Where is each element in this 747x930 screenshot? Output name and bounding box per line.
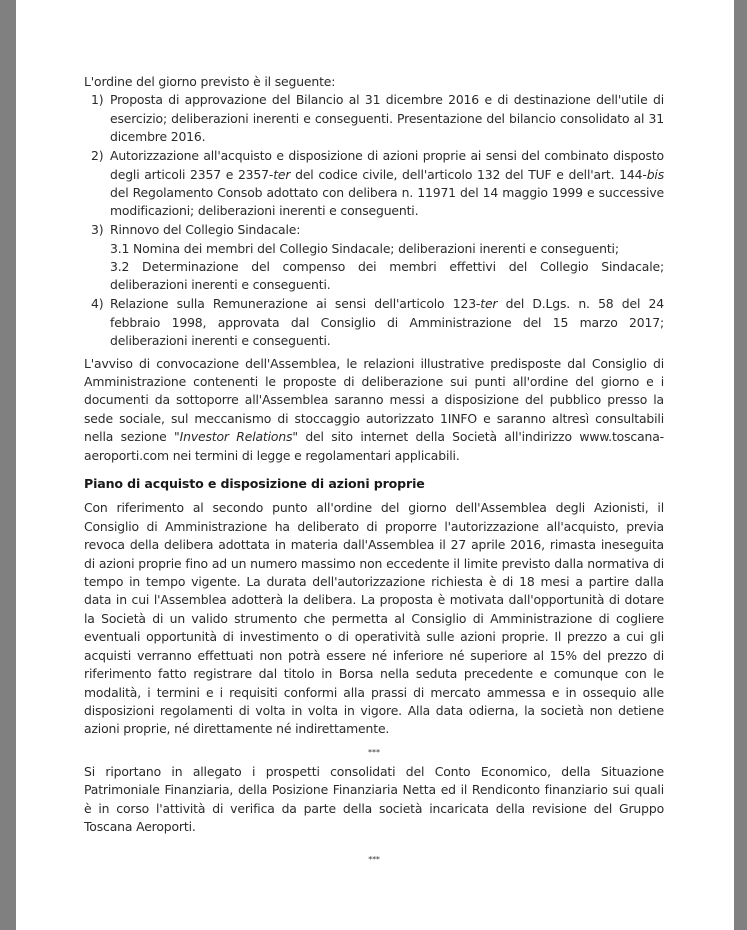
agenda-italic: ter [480,296,498,312]
agenda-number: 3) [91,222,104,238]
agenda-italic: ter [273,166,291,182]
agenda-text: del codice civile, dell'articolo 132 del TUF e dell'art. 144- [290,166,647,182]
agenda-item-4 [84,295,664,350]
separator: *** [368,855,380,865]
agenda-text: Proposta di approvazione del Bilancio al 31 dicembre 2016 e di destinazione dell'utile di esercizio; deliberazioni inerenti e conseguenti. Presentazione del bilancio consolidato al 31 dicembre 2016. [110,92,664,145]
separator: *** [368,747,380,757]
agenda-number: 2) [91,148,104,164]
agenda-subitem-3-1: 3.1 Nomina dei membri del Collegio Sindacale; deliberazioni inerenti e conseguenti; [110,240,619,256]
agenda-item-2 [84,147,664,221]
agenda-subitem-3-2: 3.2 Determinazione del compenso dei membri effettivi del Collegio Sindacale; deliberazioni inerenti e conseguenti. [110,259,664,293]
closing-paragraph: Si riportano in allegato i prospetti consolidati del Conto Economico, della Situazione Patrimoniale Finanziaria, della Posizione Finanziaria Netta ed il Rendiconto finanziario sui quali è in corso l'attività di verifica da parte della società incaricata della revisione del Gruppo Toscana Aeroporti. [84,763,664,834]
agenda-list [84,91,664,350]
agenda-text: Rinnovo del Collegio Sindacale: [110,222,301,238]
agenda-text: del D.Lgs. n. 58 del 24 febbraio 1998, approvata dal Consiglio di Amministrazione del 15 marzo 2017; deliberazioni inerenti e conseguenti. [110,296,664,349]
agenda-text: Autorizzazione all'acquisto e disposizione di azioni proprie ai sensi del combinato disposto degli articoli 2357 e 2357- [110,148,664,182]
agenda-intro: L'ordine del giorno previsto è il seguente: [84,74,336,89]
agenda-item-1 [84,91,664,146]
agenda-number: 1) [91,92,104,108]
agenda-item-3 [84,221,664,295]
notice-italic: Investor Relations [179,429,293,445]
notice-paragraph [84,355,664,465]
section-heading: Piano di acquisto e disposizione di azioni proprie [84,476,425,492]
notice-text: " del sito internet della Società all'indirizzo www.toscana-aeroporti.com nei termini di legge e regolamentari applicabili. [84,429,664,463]
section-body: Con riferimento al secondo punto all'ordine del giorno dell'Assemblea degli Azionisti, il Consiglio di Amministrazione ha deliberato di proporre l'autorizzazione all'acquisto, previa revoca della delibera adottata in materia dall'Assemblea il 27 aprile 2016, rimasta ineseguita di azioni proprie fino ad un numero massimo non eccedente il limite previsto dalla normativa di tempo in tempo vigente. La durata dell'autorizzazione richiesta è di 18 mesi a partire dalla data in cui l'Assemblea adotterà la delibera. La proposta è motivata dall'opportunità di dotare la Società di un valido strumento che permetta al Consiglio di Amministrazione di cogliere eventuali opportunità di investimento o di operatività sulle azioni proprie. Il prezzo a cui gli acquisti verranno effettuati non potrà essere né inferiore né superiore al 15% del prezzo di riferimento fatto registrare dal titolo in Borsa nella seduta precedente e comunque con le modalità, i termini e i requisiti conformi alla prassi di mercato ammessa e in ossequio alle disposizioni regolamenti di volta in volta in vigore. Alla data odierna, la società non detiene azioni proprie, né direttamente né indirettamente. [84,500,664,737]
agenda-text: Relazione sulla Remunerazione ai sensi dell'articolo 123- [110,296,481,312]
document-page [16,0,734,930]
agenda-number: 4) [91,296,104,312]
agenda-text: del Regolamento Consob adottato con delibera n. 11971 del 14 maggio 1999 e successive modificazioni; deliberazioni inerenti e conseguenti. [110,184,664,219]
agenda-italic: bis [646,166,665,182]
document-content [84,73,664,866]
notice-text: L'avviso di convocazione dell'Assemblea, le relazioni illustrative predisposte dal Consiglio di Amministrazione contenenti le proposte di deliberazione sui punti all'ordine del giorno e i documenti da sottoporre all'Assemblea saranno messi a disposizione del pubblico presso la sede sociale, sul meccanismo di stoccaggio autorizzato 1INFO e saranno altresì consultabili nella sezione " [84,355,664,445]
